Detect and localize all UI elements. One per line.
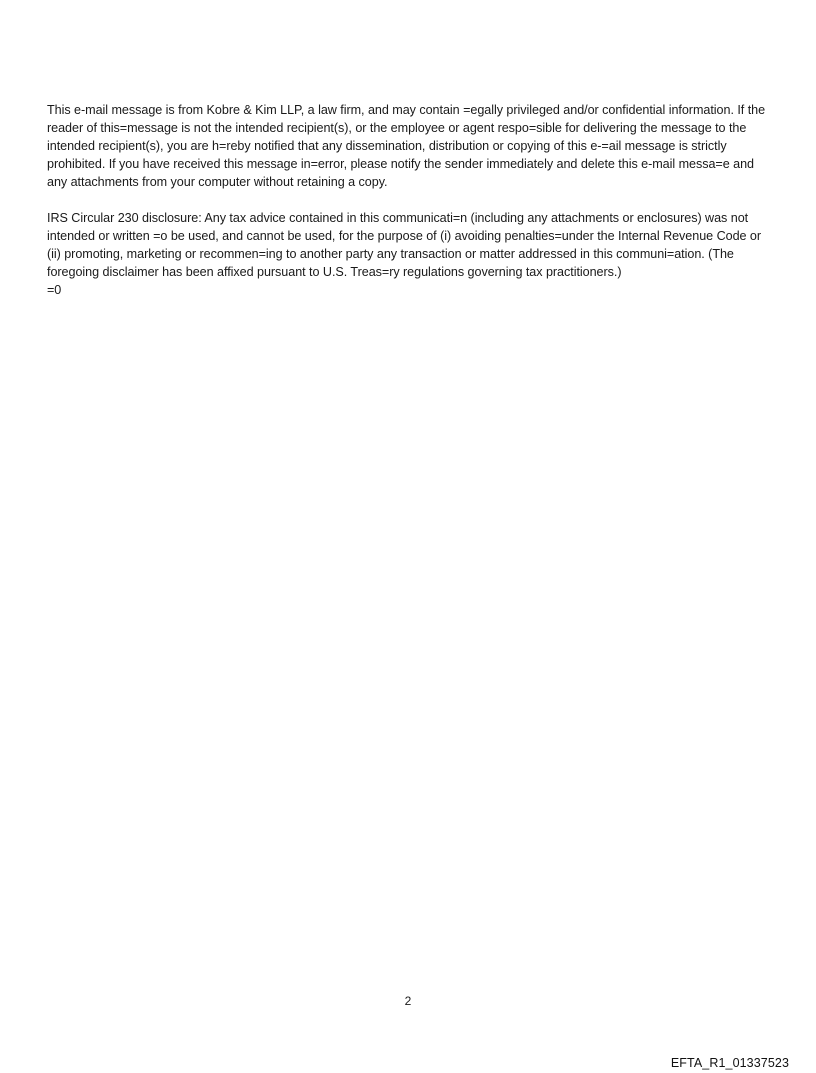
confidentiality-disclaimer: This e-mail message is from Kobre & Kim LLP, a law firm, and may contain =egally privileged and/or confidential information. If the reader of this=message is not the intended recipient(s), or the employee or agent respo=sible for delivering the message to the intended recipient(s), you are h=reby notified that any dissemination, distribution or copying of this e-=ail message is strictly prohibited. If you have received this message in=error, please notify the sender immediately and delete this e-mail messa=e and any attachments from your computer without retaining a copy. (47, 103, 766, 189)
page-number: 2 (404, 994, 412, 1008)
irs-circular-230-disclosure (47, 209, 777, 299)
email-body (47, 101, 777, 299)
irs-disclosure-text: IRS Circular 230 disclosure: Any tax advice contained in this communicati=n (including any attachments or enclosures) was not intended or written =o be used, and cannot be used, for the purpose of (i) avoiding penalties=under the Internal Revenue Code or (ii) promoting, marketing or recommen=ing to another party any transaction or matter addressed in this communi=ation. (The foregoing disclaimer has been affixed pursuant to U.S. Treas=ry regulations governing tax practitioners.) (47, 211, 762, 279)
document-id: EFTA_R1_01337523 (670, 1056, 789, 1070)
trailing-encoding-artifact: =0 (47, 283, 62, 297)
